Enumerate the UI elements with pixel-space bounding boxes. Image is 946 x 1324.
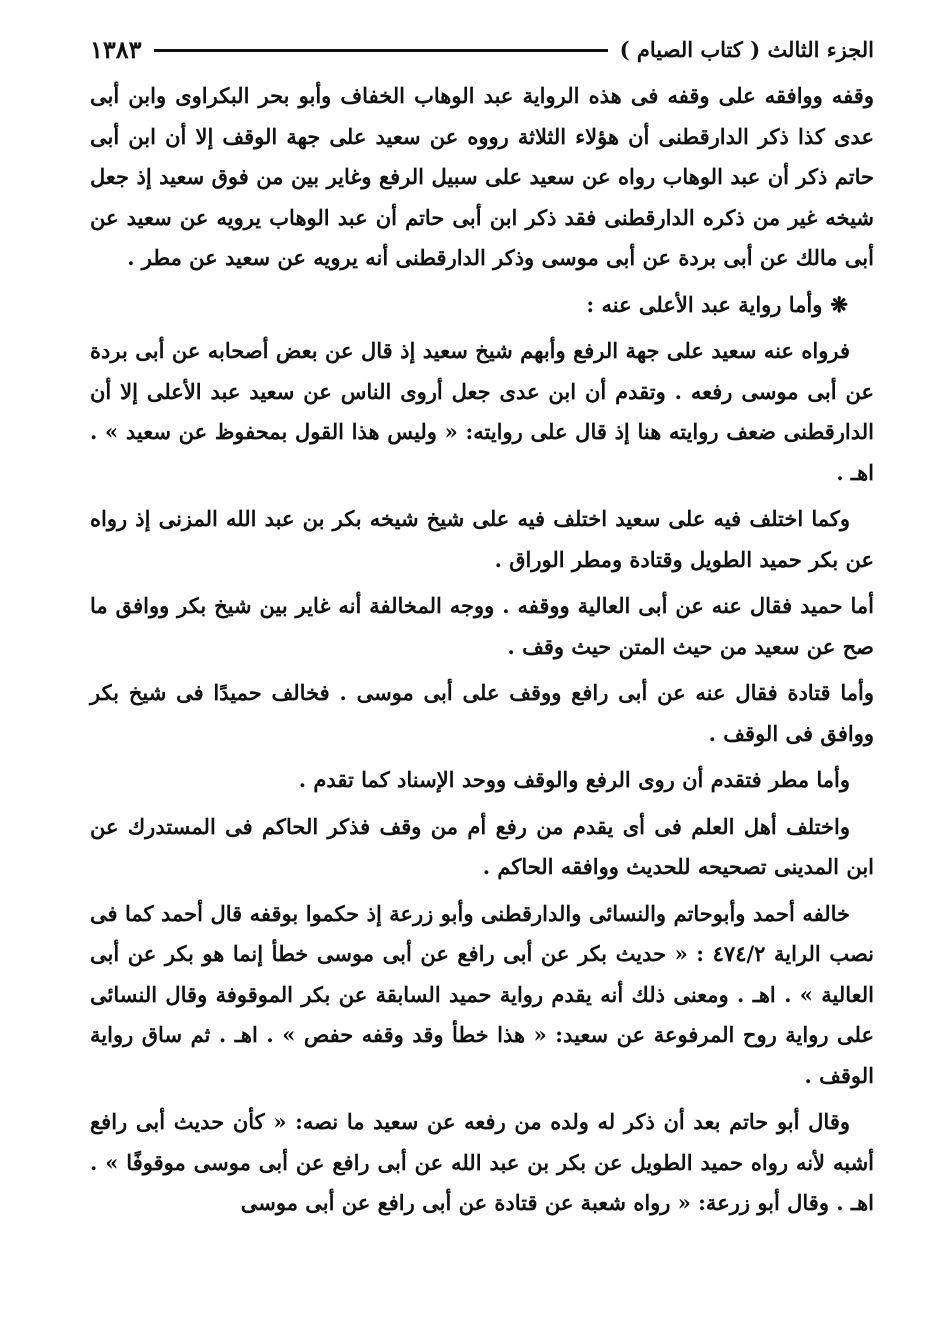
paragraph-9: وقال أبو حاتم بعد أن ذكر له ولده من رفعه عن سعيد ما نصه: « كأن حديث أبى رافع أشبه لأنه رواه حميد الطويل عن بكر بن عبد الله عن أبى رافع عن أبى موسى موقوفًا » . اهـ . وقال أبو زرعة: « رواه شعبة عن قتادة عن أبى رافع عن أبى موسى [90, 1109, 874, 1215]
body-text [90, 76, 874, 1224]
header-title: الجزء الثالث ( كتاب الصيام ) [619, 36, 874, 62]
section-heading [90, 285, 874, 326]
running-header [90, 30, 874, 68]
paragraph-2: فرواه عنه سعيد على جهة الرفع وأبهم شيخ سعيد إذ قال عن بعض أصحابه عن أبى بردة عن أبى موسى رفعه . وتقدم أن ابن عدى جعل أروى الناس عن سعيد عبد الأعلى إلا أن الدارقطنى ضعف روايته هنا إذ قال على روايته: « وليس هذا القول بمحفوظ عن سعيد » . اهـ . [90, 338, 874, 485]
paragraph-3: وكما اختلف فيه على سعيد اختلف فيه على شيخ شيخه بكر بن عبد الله المزنى إذ رواه عن بكر حميد الطويل وقتادة ومطر الوراق . [90, 506, 874, 572]
page-number: ١٣٨٣ [90, 34, 142, 64]
paragraph-5: وأما قتادة فقال عنه عن أبى رافع ووقف على أبى موسى . فخالف حميدًا فى شيخ بكر ووافق فى الوقف . [90, 680, 874, 746]
paragraph-4: أما حميد فقال عنه عن أبى العالية ووقفه . ووجه المخالفة أنه غاير بين شيخ بكر ووافق ما صح عن سعيد من حيث المتن حيث وقف . [90, 593, 874, 659]
paragraph-8: خالفه أحمد وأبوحاتم والنسائى والدارقطنى وأبو زرعة إذ حكموا بوقفه قال أحمد كما فى نصب الراية ٤٧٤/٢ : « حديث بكر عن أبى رافع عن أبى موسى خطأ إنما هو بكر عن أبى العالية » . اهـ . ومعنى ذلك أنه يقدم رواية حميد السابقة عن بكر الموقوفة وقال النسائى على رواية روح المرفوعة عن سعيد: « هذا خطأ وقد وقفه حفص » . اهـ . ثم ساق رواية الوقف . [90, 900, 874, 1088]
paragraph-6: وأما مطر فتقدم أن روى الرفع والوقف ووحد الإسناد كما تقدم . [298, 767, 850, 792]
header-rule [154, 49, 608, 52]
paragraph-7: واختلف أهل العلم فى أى يقدم من رفع أم من وقف فذكر الحاكم فى المستدرك عن ابن المدينى تصحيحه للحديث ووافقه الحاكم . [90, 813, 874, 879]
paragraph-1: وقفه ووافقه على وقفه فى هذه الرواية عبد الوهاب الخفاف وأبو بحر البكراوى وابن أبى عدى كذا ذكر الدارقطنى أن هؤلاء الثلاثة رووه عن سعيد على جهة الوقف إلا أن ابن أبى حاتم ذكر أن عبد الوهاب رواه عن سعيد على سبيل الرفع وغاير بين من فوق سعيد إذ جعل شيخه غير من ذكره الدارقطنى فقد ذكر ابن أبى حاتم أن عبد الوهاب يرويه عن سعيد عن أبى مالك عن أبى بردة عن أبى موسى وذكر الدارقطنى أنه يرويه عن سعيد عن مطر . [90, 83, 874, 270]
star-icon: ❋ [830, 291, 848, 317]
section-heading-text: وأما رواية عبد الأعلى عنه : [586, 291, 823, 317]
